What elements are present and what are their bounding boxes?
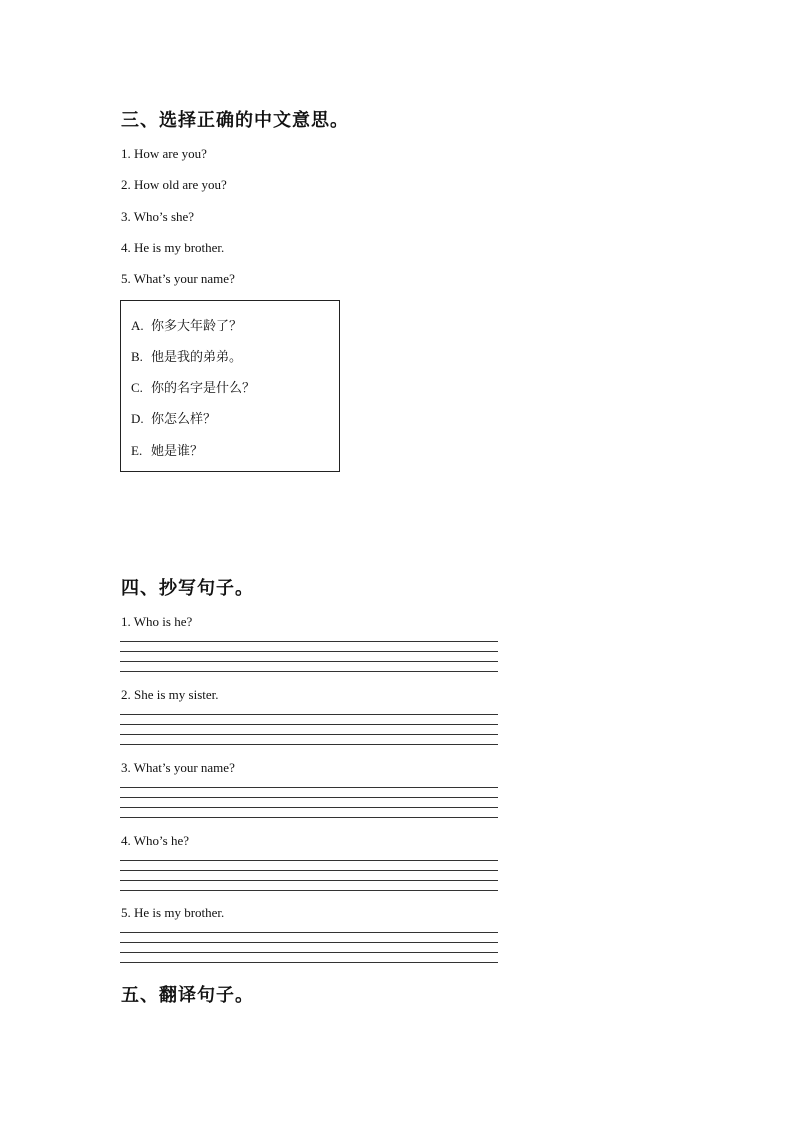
section-4-heading: 四、抄写句子。 — [121, 578, 254, 599]
option-letter: D. — [131, 411, 144, 426]
question-4: 4. He is my brother. — [121, 240, 225, 255]
writing-lines-3[interactable] — [120, 787, 498, 819]
option-d — [131, 408, 216, 427]
copy-sentence-3: 3. What’s your name? — [121, 760, 235, 775]
options-box — [120, 300, 340, 472]
option-text: 他是我的弟弟。 — [151, 350, 243, 365]
copy-sentence-4: 4. Who’s he? — [121, 833, 189, 848]
question-5: 5. What’s your name? — [121, 271, 235, 286]
option-text: 你的名字是什么？ — [151, 381, 256, 396]
writing-lines-2[interactable] — [120, 714, 498, 746]
option-a — [131, 315, 242, 334]
option-letter: B. — [131, 349, 143, 364]
option-e — [131, 440, 203, 459]
option-c — [131, 377, 255, 396]
writing-lines-4[interactable] — [120, 860, 498, 892]
question-2: 2. How old are you? — [121, 177, 227, 192]
option-text: 你多大年龄了？ — [151, 319, 243, 334]
option-text: 她是谁？ — [151, 444, 204, 459]
section-5-heading: 五、翻译句子。 — [121, 985, 254, 1006]
option-letter: C. — [131, 380, 143, 395]
copy-sentence-1: 1. Who is he? — [121, 614, 193, 629]
copy-sentence-2: 2. She is my sister. — [121, 687, 219, 702]
writing-lines-1[interactable] — [120, 641, 498, 673]
option-letter: A. — [131, 318, 144, 333]
copy-sentence-5: 5. He is my brother. — [121, 905, 225, 920]
section-3-heading: 三、选择正确的中文意思。 — [121, 110, 349, 131]
option-b — [131, 346, 242, 365]
writing-lines-5[interactable] — [120, 932, 498, 964]
option-letter: E. — [131, 443, 143, 458]
question-1: 1. How are you? — [121, 146, 207, 161]
question-3: 3. Who’s she? — [121, 209, 195, 224]
option-text: 你怎么样？ — [151, 412, 217, 427]
